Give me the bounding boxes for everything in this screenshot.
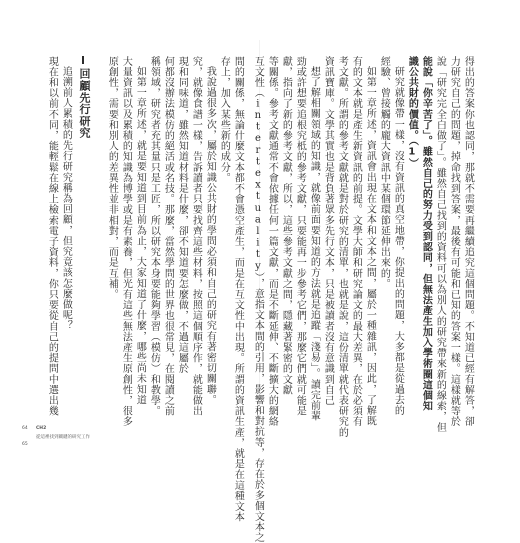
page-number-right: 65 xyxy=(22,442,28,447)
left-col-3: 究，就像食譜一樣，告訴讀者只要找齊這些材料，按照這個順序作，就能做出 xyxy=(190,56,202,417)
chapter-label: CH2 xyxy=(36,426,47,431)
right-col-1: 力研究自己的問題，掉命找到答案，最後有可能和已知的答案一樣。這樣就等於 xyxy=(448,56,460,427)
right-col-13: 獻，指向了新的參考文獻，所以，這些參考文獻之間，隱藏著緊密的文獻 xyxy=(280,56,292,396)
right-col-14: 等關係。參考文獻通常不會依據任何一篇文獻，而是不斷延伸、不斷擴大的網絡 xyxy=(266,56,278,427)
section-col-0: 追溯前人累積的先行研究稱為回顧，但究竟該怎麼做呢？ xyxy=(60,66,72,331)
right-col-8: 有的文本就是產生新資訊的前提。文學大師和研究論文的最大差異，在於必須有 xyxy=(350,56,362,427)
section-col-1: 現在和以前不同，能輕鬆在線上檢索電子資料，你只要從自己的提問中選出幾 xyxy=(46,56,58,417)
right-col-11: 想了解相關領域的知識，就像前面要知道的方法就是追蹤「淺易」。讀完前輩 xyxy=(308,66,320,422)
right-col-7: 如第一章所述，資訊會出現在文本和文本之間，屬於一種雜訊，因此，了解既 xyxy=(364,66,376,427)
right-col-9: 考文獻。所謂的參考文獻就是對於研究的清單，也就是說，這份清單就代表研究的 xyxy=(336,56,348,438)
left-col-6: 稱領域，研究者充其量只是工匠，所以研究本身要能夠學習（模仿）和教學。 xyxy=(148,56,160,417)
left-col-8: 大量資訊以及累積的知識為博學或是有素養，但光有這些無法產生原創性，很多 xyxy=(120,56,132,427)
left-col-7: 如第一章所述，就是要知道到目前為止，大家知道了什麼，哪些尚未知道 xyxy=(134,66,146,406)
left-col-5: 何都沒辦法模仿的絕活或名技。那麼，當然學問的世界也很常見，在閱讀之前 xyxy=(162,56,174,417)
right-col-4-bold: 識公共財的價值。（1） xyxy=(406,56,418,169)
left-col-2: 我說過很多次，屬於知識公共財的學問必須和自己的研究有著密切關聯。 xyxy=(204,66,216,406)
left-col-4: 現和同味道，雖然知道材料是什麼，卻不知道要怎麼做，不過這屬於 xyxy=(176,56,188,374)
right-col-5: 研究就像帶一樣，沒有資訊的真空地帶，你提出的問題，大多都是從過去的 xyxy=(392,66,404,416)
left-col-0: 間的關係，無論什麼文本都不會憑空產生，而是在互文性中出現。所謂的資訊生產，就是在這種文本 xyxy=(232,56,244,523)
right-col-3-bold: 能說「你辛苦了」。雖然自己的努力受到認同，但無法產生加入學術圈這個知 xyxy=(420,56,432,412)
right-col-12: 勁或許想要追根究柢的參考文獻，只要能再一步參考它們，那麼它們就可能是 xyxy=(294,56,306,417)
left-col-1: 存上，加入某些新的成分。 xyxy=(218,56,230,184)
right-col-0: 得出的答案你也認同，那就不需要再繼續追究這個問題。不知道已經有解答，卻 xyxy=(462,56,474,427)
page-number-left: 64 xyxy=(22,426,28,431)
right-col-6: 經驗、曾接觸的龐大資訊中某個環節延伸出來的。 xyxy=(378,56,390,290)
right-col-2: 說「研究完全白做了」。雖然自己找到的資料可以為別人的研究帶來新的線索，但 xyxy=(434,56,446,433)
left-col-9: 原創性，需要和別人的差異性並非相對，而是互補。 xyxy=(106,56,118,300)
section-heading-bar xyxy=(82,56,84,64)
running-subtitle: 從這裡找到關鍵的研究工作 xyxy=(36,435,90,440)
section-heading: 回顧先行研究 xyxy=(78,68,91,139)
right-col-10: 資訊寶庫。文學其實也是背負著眾多先行文本，只是被讀者沒有意識到自己 xyxy=(322,56,334,406)
right-col-15: 互文性（intertextuality），意指文本間的引用，影響和對抗等，存在於多個文本之 xyxy=(252,56,264,543)
